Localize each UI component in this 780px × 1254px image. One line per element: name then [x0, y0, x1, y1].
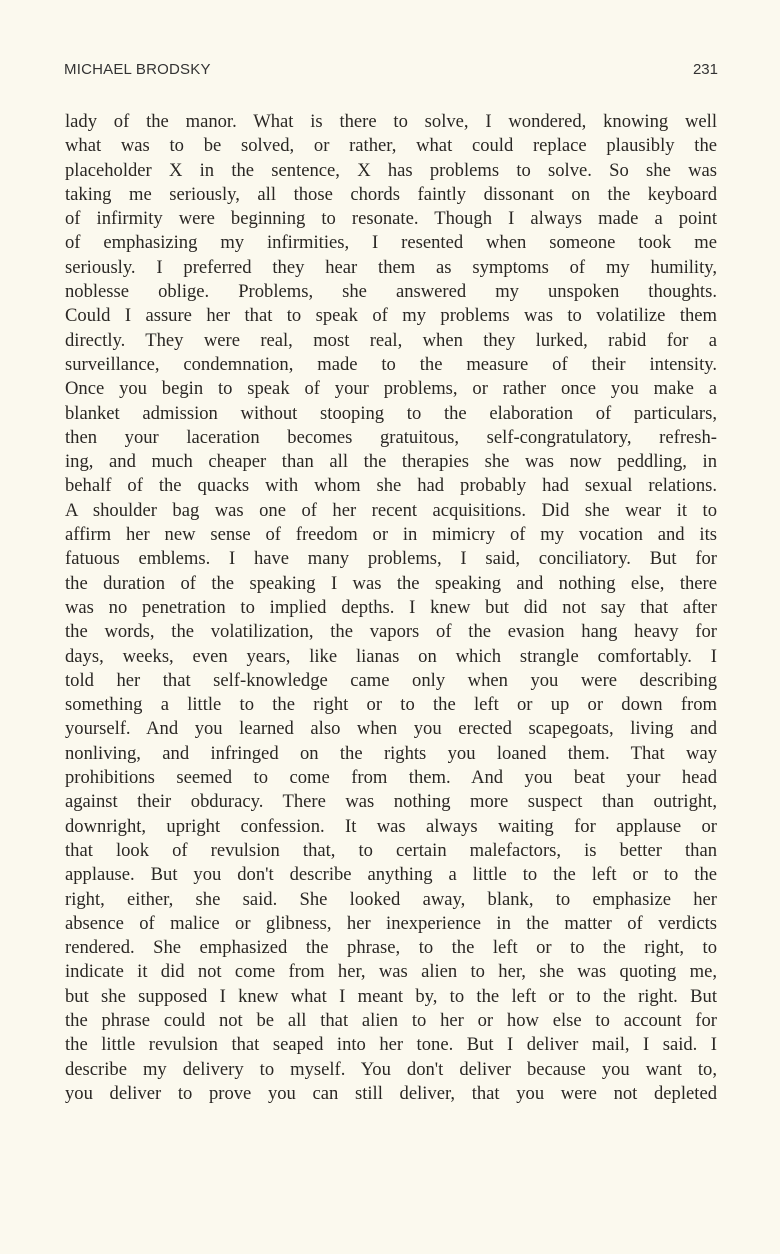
text-line: lady of the manor. What is there to solve, I wondered, knowing well	[65, 111, 717, 132]
text-line: the little revulsion that seaped into her tone. But I deliver mail, I said. I	[65, 1034, 717, 1056]
text-line: then your laceration becomes gratuitous, self-congratulatory, refresh-	[65, 426, 717, 448]
text-line: placeholder X in the sentence, X has problems to solve. So she was	[65, 159, 717, 181]
text-line: but she supposed I knew what I meant by, to the left or to the right. But	[65, 985, 717, 1007]
text-line: the duration of the speaking I was the speaking and nothing else, there	[65, 572, 717, 594]
text-line: indicate it did not come from her, was alien to her, she was quoting me,	[65, 961, 717, 983]
page-header	[64, 61, 718, 81]
text-line: surveillance, condemnation, made to the measure of their intensity.	[65, 353, 717, 375]
text-line: describe my delivery to myself. You don't deliver because you want to,	[65, 1058, 717, 1080]
text-line: the words, the volatilization, the vapors of the evasion hang heavy for	[65, 621, 717, 643]
text-line: applause. But you don't describe anything a little to the left or to the	[65, 864, 717, 886]
text-line: days, weeks, even years, like lianas on which strangle comfortably. I	[65, 645, 717, 667]
text-line: what was to be solved, or rather, what could replace plausibly the	[65, 135, 717, 157]
text-line: directly. They were real, most real, when they lurked, rabid for a	[65, 329, 717, 351]
body-text	[65, 110, 717, 1106]
text-line: something a little to the right or to the left or up or down from	[65, 694, 717, 716]
text-line: Could I assure her that to speak of my problems was to volatilize them	[65, 305, 717, 327]
text-line: the phrase could not be all that alien to her or how else to account for	[65, 1009, 717, 1031]
text-line: downright, upright confession. It was always waiting for applause or	[65, 815, 717, 837]
text-line: you deliver to prove you can still deliver, that you were not depleted	[65, 1082, 717, 1104]
text-line: taking me seriously, all those chords faintly dissonant on the keyboard	[65, 183, 717, 205]
text-line: ing, and much cheaper than all the therapies she was now peddling, in	[65, 451, 717, 473]
text-line: that look of revulsion that, to certain malefactors, is better than	[65, 839, 717, 861]
text-line: Once you begin to speak of your problems, or rather once you make a	[65, 378, 717, 400]
text-line: A shoulder bag was one of her recent acquisitions. Did she wear it to	[65, 499, 717, 521]
text-line: nonliving, and infringed on the rights you loaned them. That way	[65, 742, 717, 764]
text-line: noblesse oblige. Problems, she answered my unspoken thoughts.	[65, 281, 717, 303]
text-line: seriously. I preferred they hear them as symptoms of my humility,	[65, 256, 717, 278]
text-line: yourself. And you learned also when you erected scapegoats, living and	[65, 718, 717, 740]
text-line: absence of malice or glibness, her inexperience in the matter of verdicts	[65, 912, 717, 934]
text-line: of emphasizing my infirmities, I resented when someone took me	[65, 232, 717, 254]
text-line: behalf of the quacks with whom she had probably had sexual relations.	[65, 475, 717, 497]
text-line: right, either, she said. She looked away, blank, to emphasize her	[65, 888, 717, 910]
text-line: was no penetration to implied depths. I knew but did not say that after	[65, 596, 717, 618]
running-head: MICHAEL BRODSKY	[64, 61, 211, 78]
text-line: told her that self-knowledge came only when you were describing	[65, 669, 717, 691]
text-line: affirm her new sense of freedom or in mimicry of my vocation and its	[65, 524, 717, 546]
text-line: prohibitions seemed to come from them. And you beat your head	[65, 767, 717, 789]
text-line: rendered. She emphasized the phrase, to the left or to the right, to	[65, 937, 717, 959]
text-line: blanket admission without stooping to the elaboration of particulars,	[65, 402, 717, 424]
page-number: 231	[692, 61, 718, 78]
text-line: against their obduracy. There was nothing more suspect than outright,	[65, 791, 717, 813]
text-line: of infirmity were beginning to resonate. Though I always made a point	[65, 208, 717, 230]
text-line: fatuous emblems. I have many problems, I said, conciliatory. But for	[65, 548, 717, 570]
